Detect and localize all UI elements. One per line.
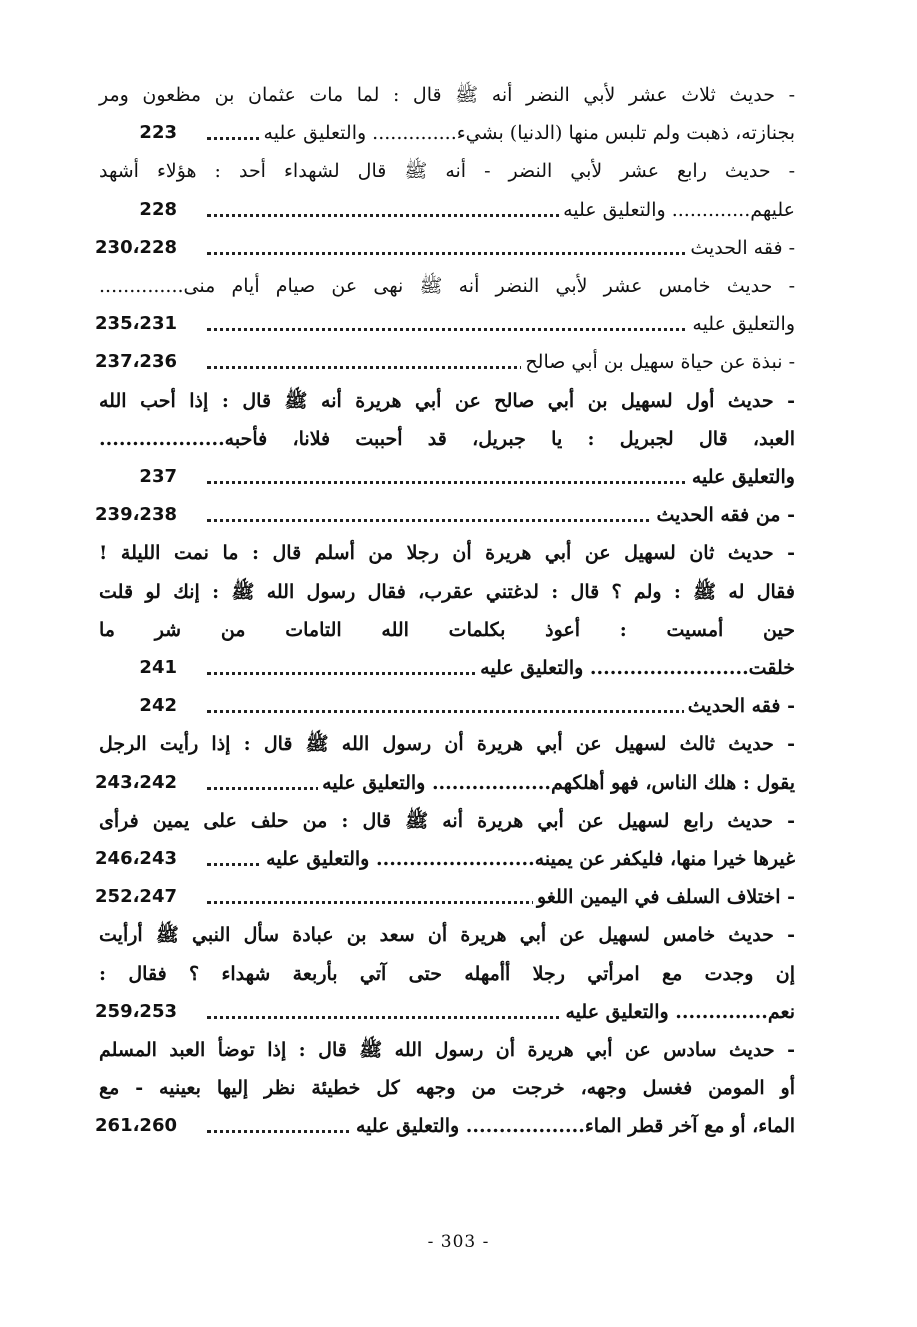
entry-text: - حديث أول لسهيل بن أبي صالح عن أبي هريرة أنه ﷺ قال : إذا أحب الله	[95, 382, 795, 420]
toc-line	[95, 382, 795, 420]
toc-line	[95, 458, 795, 496]
entry-text: العبد، قال لجبريل : يا جبريل، قد أحببت فلانا، فأحبه...................	[95, 420, 795, 458]
entry-text: الماء، أو مع آخر قطر الماء.................. والتعليق عليه	[352, 1107, 795, 1145]
toc-line	[95, 1069, 795, 1107]
entry-text: إن وجدت مع امرأتي رجلا أأمهله حتى آتي بأربعة شهداء ؟ فقال :	[95, 955, 795, 993]
page-reference: 237	[139, 466, 177, 487]
page-reference: 223	[139, 122, 177, 143]
entry-text: - اختلاف السلف في اليمين اللغو	[533, 878, 795, 916]
entry-text: غيرها خيرا منها، فليكفر عن يمينه........................ والتعليق عليه	[262, 840, 795, 878]
toc-line	[95, 267, 795, 305]
toc-line	[95, 725, 795, 763]
entry-text: - حديث خامس لسهيل عن أبي هريرة أن سعد بن عبادة سأل النبي ﷺ أرأيت	[95, 916, 795, 954]
entry-text: - من فقه الحديث	[652, 496, 795, 534]
page-reference: 242	[139, 695, 177, 716]
toc-line	[95, 496, 795, 534]
page-reference: 246،243	[95, 848, 177, 869]
entry-text: عليهم............. والتعليق عليه	[559, 191, 795, 229]
entry-text: والتعليق عليه	[688, 305, 795, 343]
toc-line	[95, 993, 795, 1031]
entry-text: نعم.............. والتعليق عليه	[562, 993, 796, 1031]
entry-text: - حديث ثان لسهيل عن أبي هريرة أن رجلا من أسلم قال : ما نمت الليلة !	[95, 534, 795, 572]
entry-text: - حديث رابع عشر لأبي النضر - أنه ﷺ قال لشهداء أحد : هؤلاء أشهد	[95, 152, 795, 190]
toc-line	[95, 343, 795, 381]
page-reference: 252،247	[95, 886, 177, 907]
entry-text: خلقت........................ والتعليق عليه	[476, 649, 795, 687]
toc-line	[95, 687, 795, 725]
entry-text: يقول : هلك الناس، فهو أهلكهم.................. والتعليق عليه	[318, 764, 795, 802]
toc-line	[95, 76, 795, 114]
page-reference: 228	[139, 199, 177, 220]
toc-line	[95, 114, 795, 152]
page-reference: 259،253	[95, 1001, 177, 1022]
toc-line	[95, 1107, 795, 1145]
toc-line	[95, 802, 795, 840]
toc-line	[95, 191, 795, 229]
page-reference: 243،242	[95, 772, 177, 793]
entry-text: - حديث خامس عشر لأبي النضر أنه ﷺ نهى عن صيام أيام منى..............	[95, 267, 795, 305]
page-reference: 230،228	[95, 237, 177, 258]
toc-line	[95, 955, 795, 993]
entry-text: فقال له ﷺ : ولم ؟ قال : لدغتني عقرب، فقال رسول الله ﷺ : إنك لو قلت	[95, 573, 795, 611]
entry-text: - فقه الحديث	[686, 229, 795, 267]
entry-text: - حديث ثالث لسهيل عن أبي هريرة أن رسول الله ﷺ قال : إذا رأيت الرجل	[95, 725, 795, 763]
toc-line	[95, 916, 795, 954]
entry-text: - نبذة عن حياة سهيل بن أبي صالح	[521, 343, 795, 381]
entry-text: - حديث سادس عن أبي هريرة أن رسول الله ﷺ قال : إذا توضأ العبد المسلم	[95, 1031, 795, 1069]
entry-text: - حديث رابع لسهيل عن أبي هريرة أنه ﷺ قال : من حلف على يمين فرأى	[95, 802, 795, 840]
entry-text: بجنازته، ذهبت ولم تلبس منها (الدنيا) بشيء.............. والتعليق عليه	[260, 114, 795, 152]
toc-line	[95, 649, 795, 687]
toc-line	[95, 229, 795, 267]
entry-text: والتعليق عليه	[688, 458, 795, 496]
page-reference: 241	[139, 657, 177, 678]
toc-line	[95, 764, 795, 802]
page-reference: 237،236	[95, 351, 177, 372]
page-number: - 303 -	[427, 1232, 490, 1252]
toc-line	[95, 611, 795, 649]
toc-line	[95, 420, 795, 458]
toc-line	[95, 152, 795, 190]
entry-text: - فقه الحديث	[684, 687, 795, 725]
page-reference: 239،238	[95, 504, 177, 525]
toc-line	[95, 534, 795, 572]
entry-text: - حديث ثلاث عشر لأبي النضر أنه ﷺ قال : لما مات عثمان بن مظعون ومر	[95, 76, 795, 114]
toc-line	[95, 1031, 795, 1069]
toc-line	[95, 878, 795, 916]
entry-text: حين أمسيت : أعوذ بكلمات الله التامات من شر ما	[95, 611, 795, 649]
page-reference: 261،260	[95, 1115, 177, 1136]
entry-text: أو المومن فغسل وجهه، خرجت من وجهه كل خطيئة نظر إليها بعينيه - مع	[95, 1069, 795, 1107]
toc-line	[95, 305, 795, 343]
toc-line	[95, 573, 795, 611]
page-reference: 235،231	[95, 313, 177, 334]
toc-line	[95, 840, 795, 878]
